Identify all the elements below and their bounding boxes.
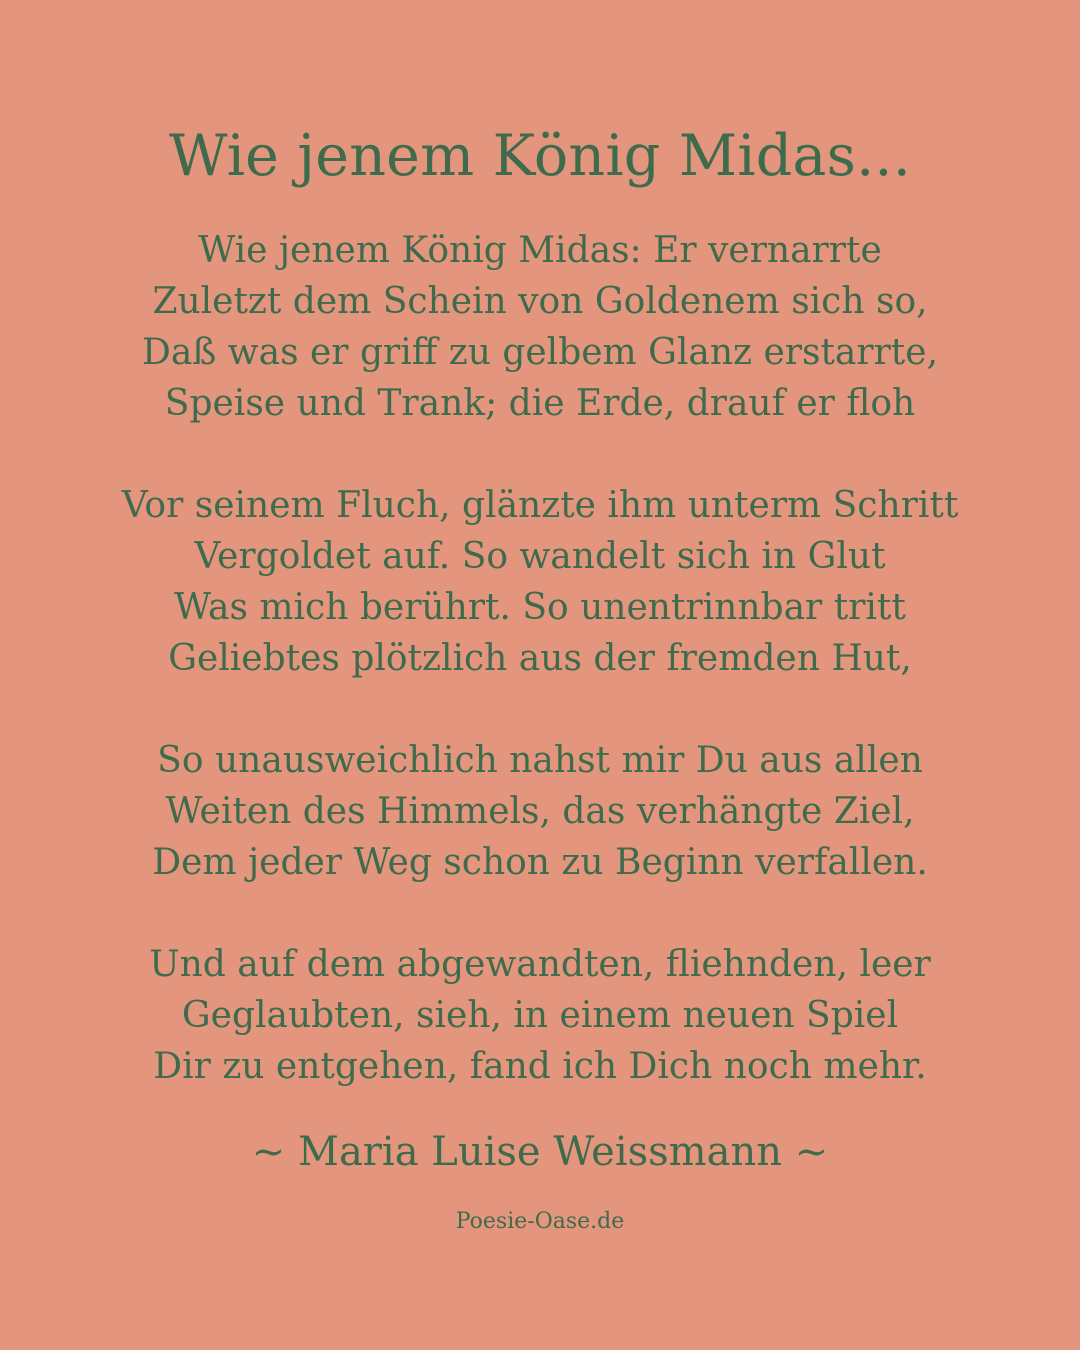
poem-line: Was mich berührt. So unentrinnbar tritt [174, 587, 906, 628]
poem-line: Speise und Trank; die Erde, drauf er floh [164, 383, 916, 424]
poem-line: Und auf dem abgewandten, fliehnden, leer [149, 944, 931, 985]
poem-line: Vergoldet auf. So wandelt sich in Glut [194, 536, 886, 577]
stanza-1 [0, 225, 1080, 429]
poem-line: Daß was er griff zu gelbem Glanz erstarrte, [141, 332, 939, 373]
poem-line: Vor seinem Fluch, glänzte ihm unterm Schritt [121, 485, 959, 526]
poem-line: Dem jeder Weg schon zu Beginn verfallen. [152, 842, 928, 883]
stanza-3 [0, 735, 1080, 888]
stanza-4 [0, 939, 1080, 1092]
poem-line: Geliebtes plötzlich aus der fremden Hut, [168, 638, 912, 679]
poem-line: So unausweichlich nahst mir Du aus allen [157, 740, 923, 781]
poem-author: ~ Maria Luise Weissmann ~ [251, 1129, 829, 1175]
stanza-2 [0, 480, 1080, 684]
poem-line: Wie jenem König Midas: Er vernarrte [198, 230, 882, 271]
poem-title: Wie jenem König Midas... [168, 123, 912, 189]
poem-line: Zuletzt dem Schein von Goldenem sich so, [152, 281, 928, 322]
poem-line: Geglaubten, sieh, in einem neuen Spiel [181, 995, 899, 1036]
website-credit: Poesie-Oase.de [455, 1209, 625, 1234]
poem-line: Dir zu entgehen, fand ich Dich noch mehr. [153, 1046, 927, 1087]
poem-line: Weiten des Himmels, das verhängte Ziel, [165, 791, 915, 832]
poem-body [0, 225, 1080, 1092]
